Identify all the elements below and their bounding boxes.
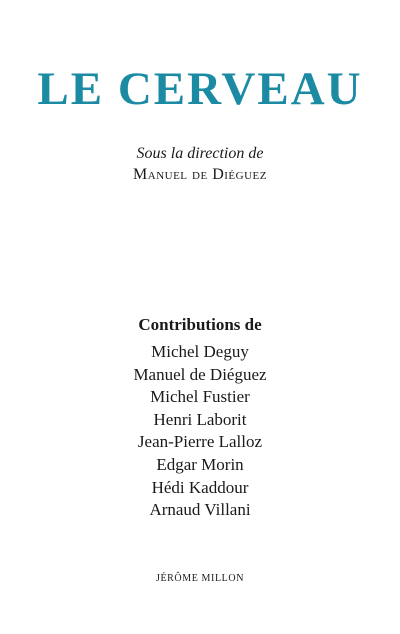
contributor-name: Manuel de Diéguez bbox=[133, 364, 267, 384]
contributors-list bbox=[0, 341, 400, 522]
contributor-name: Arnaud Villani bbox=[149, 500, 251, 520]
contributor-name: Michel Fustier bbox=[150, 387, 250, 407]
contributor-name: Jean-Pierre Lalloz bbox=[137, 432, 263, 452]
book-title: LE CERVEAU bbox=[37, 63, 363, 115]
contributor-name: Edgar Morin bbox=[156, 454, 244, 474]
contributor-name: Hédi Kaddour bbox=[151, 477, 249, 497]
direction-label: Sous la direction de bbox=[136, 145, 264, 162]
contributor-name: Michel Deguy bbox=[151, 342, 249, 361]
contributions-heading: Contributions de bbox=[138, 315, 262, 334]
publisher-name: JÉRÔME MILLON bbox=[155, 573, 245, 584]
editor-name: Manuel de Diéguez bbox=[133, 166, 267, 183]
contributor-name: Henri Laborit bbox=[153, 409, 247, 429]
